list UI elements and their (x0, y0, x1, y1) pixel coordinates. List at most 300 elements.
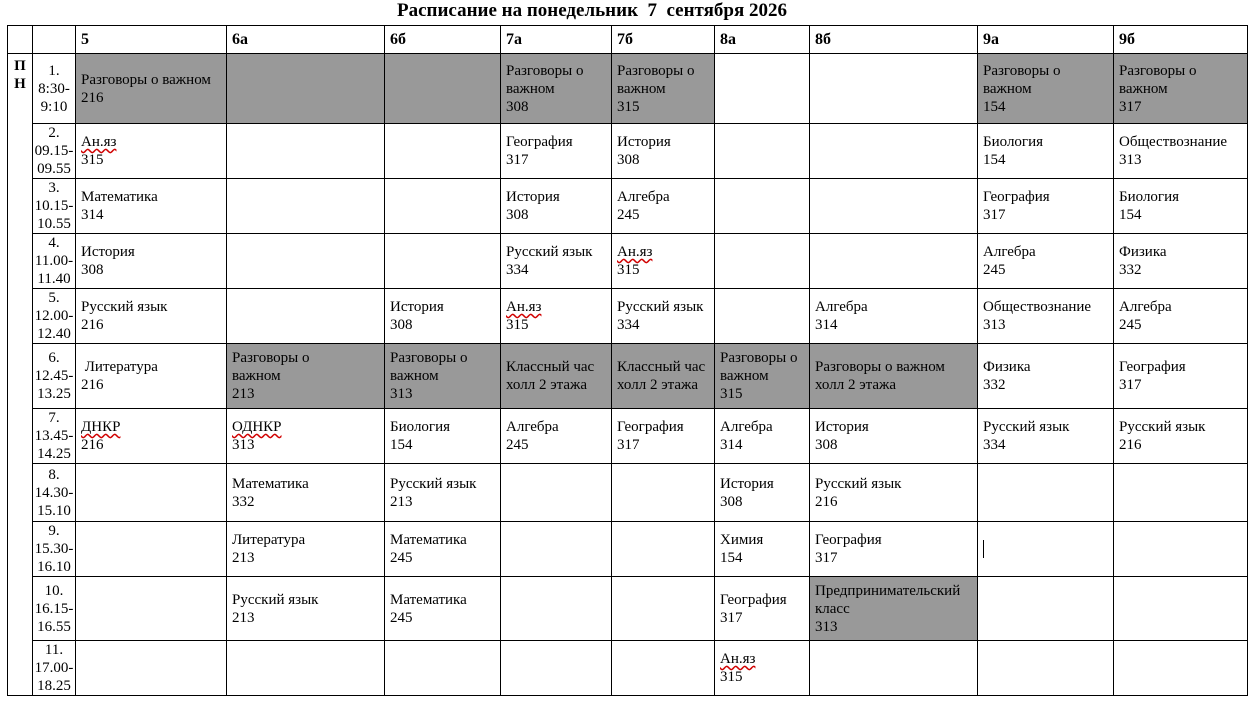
slot-time2: 16.10 (37, 559, 71, 575)
lesson-cell[interactable] (810, 577, 978, 641)
lesson-cell[interactable] (612, 577, 715, 641)
lesson-cell[interactable] (612, 234, 715, 289)
lesson-cell[interactable] (810, 641, 978, 696)
lesson-subject: История (506, 189, 560, 205)
lesson-subject: Русский язык (232, 591, 319, 608)
slot-time2: 14.25 (37, 446, 71, 462)
slot-time2: 12.40 (37, 326, 71, 342)
lesson-detail: 334 (506, 262, 529, 278)
lesson-detail: 245 (983, 262, 1006, 278)
lesson-subject: Литература (232, 532, 306, 548)
lesson-detail: 315 (506, 317, 529, 333)
class-header: 6б (385, 26, 501, 54)
lesson-detail: важном (983, 80, 1032, 97)
lesson-row (8, 522, 1248, 577)
lesson-cell[interactable] (76, 577, 227, 641)
lesson-cell[interactable] (385, 409, 501, 464)
slot-time1: 09.15- (34, 143, 74, 159)
time-slot-cell (33, 464, 76, 522)
lesson-detail: холл 2 этажа (506, 377, 588, 393)
class-header: 7б (612, 26, 715, 54)
slot-time1: 14.30- (34, 484, 74, 501)
lesson-detail: 308 (81, 262, 104, 278)
lesson-subject: Физика (983, 359, 1031, 375)
lesson-detail: 313 (232, 437, 255, 453)
lesson-subject: География (720, 591, 787, 608)
lesson-cell[interactable] (501, 641, 612, 696)
slot-num: 11. (44, 642, 64, 658)
lesson-subject: Разговоры о (232, 350, 310, 366)
lesson-subject: Разговоры о (506, 62, 584, 79)
lesson-detail: класс (815, 600, 850, 617)
lesson-detail: важном (720, 368, 769, 384)
lesson-subject: Алгебра (983, 244, 1036, 260)
lesson-subject: История (617, 134, 671, 150)
lesson-subject: Биология (983, 134, 1044, 150)
lesson-cell[interactable] (227, 289, 385, 344)
lesson-detail: 154 (390, 437, 413, 453)
lesson-detail: 315 (720, 386, 743, 402)
day-header-cell (8, 26, 33, 54)
slot-num: 6. (48, 350, 60, 366)
lesson-subject: Алгебра (617, 189, 670, 205)
lesson-subject: Алгебра (815, 299, 868, 315)
lesson-cell[interactable] (1114, 344, 1248, 409)
schedule-table (7, 25, 1248, 696)
lesson-detail: 216 (81, 89, 104, 106)
lesson-cell[interactable] (978, 289, 1114, 344)
lesson-subject: Русский язык (983, 419, 1070, 435)
lesson-cell[interactable] (810, 522, 978, 577)
lesson-cell[interactable] (385, 289, 501, 344)
lesson-cell[interactable] (501, 289, 612, 344)
lesson-detail: 334 (617, 317, 640, 333)
lesson-detail: важном (506, 80, 555, 97)
slot-time1: 12.00- (34, 308, 74, 324)
lesson-cell[interactable] (227, 641, 385, 696)
lesson-detail: 313 (815, 618, 838, 635)
lesson-subject: Физика (1119, 244, 1167, 260)
lesson-row (8, 344, 1248, 409)
time-slot-cell (33, 409, 76, 464)
lesson-cell[interactable] (715, 522, 810, 577)
lesson-detail: 317 (506, 152, 529, 168)
class-header: 8а (715, 26, 810, 54)
lesson-detail: 314 (720, 437, 743, 453)
lesson-detail: 308 (720, 493, 743, 510)
time-slot-cell (33, 124, 76, 179)
lesson-subject: Обществознание (1119, 134, 1228, 150)
lesson-cell[interactable] (501, 522, 612, 577)
lesson-detail: 213 (232, 609, 255, 626)
lesson-cell[interactable] (227, 234, 385, 289)
slot-time1: 16.15- (34, 600, 74, 617)
lesson-cell[interactable] (501, 464, 612, 522)
slot-time1: 17.00- (34, 660, 74, 676)
lesson-subject: История (720, 475, 774, 492)
lesson-detail: важном (390, 368, 439, 384)
lesson-cell[interactable] (612, 179, 715, 234)
day-cell (8, 409, 33, 464)
lesson-row (8, 234, 1248, 289)
lesson-detail: 317 (815, 550, 838, 566)
lesson-row (8, 289, 1248, 344)
class-header: 6а (227, 26, 385, 54)
lesson-cell[interactable] (978, 464, 1114, 522)
lesson-subject: Русский язык (81, 299, 168, 315)
lesson-subject: Ан.яз (720, 651, 756, 667)
lesson-subject: Ан.яз (81, 134, 117, 150)
lesson-cell[interactable] (227, 577, 385, 641)
lesson-cell[interactable] (385, 234, 501, 289)
lesson-cell[interactable] (715, 464, 810, 522)
time-slot-cell (33, 577, 76, 641)
lesson-cell[interactable] (76, 522, 227, 577)
lesson-cell[interactable] (978, 344, 1114, 409)
lesson-cell[interactable] (76, 344, 227, 409)
lesson-subject: Русский язык (815, 475, 902, 492)
lesson-detail: 154 (720, 550, 743, 566)
lesson-detail: 213 (232, 386, 255, 402)
lesson-cell[interactable] (227, 409, 385, 464)
lesson-subject: Разговоры о (617, 62, 695, 79)
lesson-cell[interactable] (1114, 124, 1248, 179)
lesson-detail: 245 (617, 207, 640, 223)
slot-num: 7. (48, 410, 60, 426)
day-cell (8, 179, 33, 234)
slot-num: 10. (44, 582, 64, 599)
lesson-subject: ДНКР (81, 419, 121, 435)
lesson-subject: Разговоры о важном (81, 71, 211, 88)
lesson-cell[interactable] (715, 409, 810, 464)
lesson-subject: Классный час (506, 359, 595, 375)
class-header: 9б (1114, 26, 1248, 54)
lesson-subject: Русский язык (1119, 419, 1206, 435)
slot-header-cell (33, 26, 76, 54)
lesson-detail: 245 (1119, 317, 1142, 333)
lesson-detail: 314 (81, 207, 104, 223)
lesson-cell[interactable] (978, 577, 1114, 641)
lesson-cell[interactable] (385, 577, 501, 641)
lesson-row (8, 577, 1248, 641)
lesson-cell[interactable] (612, 641, 715, 696)
lesson-detail: 245 (390, 550, 413, 566)
lesson-detail: 315 (720, 669, 743, 685)
lesson-detail: 216 (1119, 437, 1142, 453)
lesson-row (8, 409, 1248, 464)
class-header: 9а (978, 26, 1114, 54)
lesson-cell[interactable] (1114, 577, 1248, 641)
lesson-cell[interactable] (501, 234, 612, 289)
time-slot-cell (33, 641, 76, 696)
lesson-subject: ОДНКР (232, 419, 282, 435)
lesson-detail: 314 (815, 317, 838, 333)
lesson-cell[interactable] (612, 54, 715, 124)
time-slot-cell (33, 179, 76, 234)
lesson-cell[interactable] (978, 409, 1114, 464)
lesson-cell[interactable] (385, 54, 501, 124)
lesson-cell[interactable] (227, 54, 385, 124)
lesson-cell[interactable] (978, 234, 1114, 289)
text-cursor (983, 540, 984, 558)
day-letter: П (14, 58, 26, 74)
lesson-cell[interactable] (612, 464, 715, 522)
slot-num: 9. (48, 523, 60, 539)
lesson-cell[interactable] (715, 234, 810, 289)
lesson-detail: 308 (617, 152, 640, 168)
lesson-cell[interactable] (76, 464, 227, 522)
slot-time2: 13.25 (37, 386, 71, 402)
lesson-cell[interactable] (810, 344, 978, 409)
lesson-subject: Алгебра (506, 419, 559, 435)
lesson-detail: 245 (506, 437, 529, 453)
lesson-cell[interactable] (978, 54, 1114, 124)
slot-num: 2. (48, 125, 60, 141)
lesson-detail: холл 2 этажа (815, 377, 897, 393)
lesson-subject: История (815, 419, 869, 435)
slot-num: 8. (48, 466, 60, 483)
lesson-cell[interactable] (715, 124, 810, 179)
lesson-cell[interactable] (978, 641, 1114, 696)
lesson-cell[interactable] (810, 54, 978, 124)
lesson-cell[interactable] (810, 409, 978, 464)
lesson-detail: 216 (81, 317, 104, 333)
lesson-cell[interactable] (715, 344, 810, 409)
time-slot-cell (33, 234, 76, 289)
lesson-subject: Алгебра (1119, 299, 1172, 315)
lesson-subject: Разговоры о (983, 62, 1061, 79)
lesson-subject: Классный час (617, 359, 706, 375)
lesson-detail: 313 (983, 317, 1006, 333)
lesson-detail: 216 (815, 493, 838, 510)
lesson-cell[interactable] (1114, 179, 1248, 234)
lesson-detail: 317 (1119, 377, 1142, 393)
lesson-detail: 216 (81, 377, 104, 393)
lesson-cell[interactable] (810, 124, 978, 179)
lesson-detail: 313 (1119, 152, 1142, 168)
lesson-detail: 245 (390, 609, 413, 626)
lesson-detail: 315 (81, 152, 104, 168)
lesson-cell[interactable] (385, 641, 501, 696)
day-cell (8, 344, 33, 409)
day-letter: Н (14, 76, 26, 92)
lesson-detail: важном (232, 368, 281, 384)
lesson-cell[interactable] (227, 179, 385, 234)
lesson-detail: 317 (720, 609, 743, 626)
time-slot-cell (33, 522, 76, 577)
lesson-subject: Разговоры о важном (815, 359, 945, 375)
lesson-subject: Алгебра (720, 419, 773, 435)
lesson-subject: Разговоры о (1119, 62, 1197, 79)
lesson-detail: 317 (1119, 98, 1142, 115)
lesson-detail: 308 (390, 317, 413, 333)
lesson-cell[interactable] (810, 289, 978, 344)
lesson-detail: 334 (983, 437, 1006, 453)
lesson-subject: География (815, 532, 882, 548)
slot-time1: 15.30- (34, 541, 74, 557)
lesson-cell[interactable] (1114, 641, 1248, 696)
lesson-detail: 213 (232, 550, 255, 566)
lesson-subject: Предпринимательский (815, 582, 961, 599)
day-cell (8, 464, 33, 522)
lesson-detail: 332 (983, 377, 1006, 393)
lesson-row (8, 179, 1248, 234)
lesson-cell[interactable] (76, 234, 227, 289)
lesson-detail: 308 (815, 437, 838, 453)
lesson-subject: Ан.яз (617, 244, 653, 260)
lesson-cell[interactable] (612, 124, 715, 179)
lesson-cell[interactable] (501, 124, 612, 179)
slot-num: 3. (48, 180, 60, 196)
lesson-cell[interactable] (612, 344, 715, 409)
lesson-subject: География (1119, 359, 1186, 375)
lesson-subject: Математика (390, 532, 467, 548)
lesson-cell[interactable] (385, 344, 501, 409)
lesson-subject: Обществознание (983, 299, 1092, 315)
day-cell (8, 522, 33, 577)
lesson-cell[interactable] (612, 289, 715, 344)
lesson-cell[interactable] (810, 464, 978, 522)
slot-time1: 12.45- (34, 368, 74, 384)
lesson-detail: 317 (983, 207, 1006, 223)
lesson-cell[interactable] (76, 409, 227, 464)
slot-num: 5. (48, 290, 60, 306)
lesson-subject: Литература (81, 359, 158, 375)
lesson-subject: Математика (390, 591, 467, 608)
lesson-subject: История (390, 299, 444, 315)
lesson-detail: 213 (390, 493, 413, 510)
lesson-subject: География (617, 419, 684, 435)
lesson-cell[interactable] (1114, 522, 1248, 577)
lesson-detail: 332 (232, 493, 255, 510)
class-header: 8б (810, 26, 978, 54)
lesson-cell[interactable] (715, 289, 810, 344)
lesson-detail: 317 (617, 437, 640, 453)
lesson-subject: Русский язык (506, 244, 593, 260)
lesson-cell[interactable] (810, 234, 978, 289)
lesson-cell[interactable] (227, 124, 385, 179)
lesson-cell[interactable] (1114, 464, 1248, 522)
lesson-cell[interactable] (501, 409, 612, 464)
lesson-cell[interactable] (978, 522, 1114, 577)
lesson-subject: Биология (390, 419, 451, 435)
lesson-cell[interactable] (76, 124, 227, 179)
lesson-detail: холл 2 этажа (617, 377, 699, 393)
lesson-cell[interactable] (76, 641, 227, 696)
lesson-cell[interactable] (715, 577, 810, 641)
lesson-detail: 313 (390, 386, 413, 402)
day-cell (8, 289, 33, 344)
lesson-row (8, 124, 1248, 179)
lesson-detail: 154 (983, 98, 1006, 115)
lesson-detail: важном (617, 80, 666, 97)
lesson-subject: Разговоры о (390, 350, 468, 366)
lesson-cell[interactable] (501, 54, 612, 124)
lesson-cell[interactable] (385, 464, 501, 522)
lesson-cell[interactable] (227, 344, 385, 409)
lesson-cell[interactable] (501, 344, 612, 409)
lesson-subject: История (81, 244, 135, 260)
lesson-subject: Русский язык (390, 475, 477, 492)
lesson-cell[interactable] (501, 179, 612, 234)
lesson-cell[interactable] (612, 522, 715, 577)
lesson-subject: Биология (1119, 189, 1180, 205)
lesson-cell[interactable] (715, 641, 810, 696)
lesson-row (8, 54, 1248, 124)
slot-time1: 10.15- (34, 198, 74, 214)
slot-time1: 11.00- (34, 253, 74, 269)
lesson-cell[interactable] (76, 289, 227, 344)
slot-time2: 16.55 (37, 618, 71, 635)
slot-time2: 18.25 (37, 678, 71, 694)
lesson-detail: 216 (81, 437, 104, 453)
lesson-subject: Математика (81, 189, 158, 205)
lesson-detail: 308 (506, 98, 529, 115)
lesson-cell[interactable] (978, 124, 1114, 179)
day-cell (8, 234, 33, 289)
schedule-title: Расписание на понедельник 7 сентября 2026 (396, 0, 788, 21)
lesson-cell[interactable] (385, 124, 501, 179)
time-slot-cell (33, 289, 76, 344)
slot-time1: 13.45- (34, 428, 74, 444)
lesson-cell[interactable] (715, 179, 810, 234)
lesson-cell[interactable] (1114, 409, 1248, 464)
time-slot-cell (33, 344, 76, 409)
lesson-cell[interactable] (1114, 234, 1248, 289)
slot-time1: 8:30- (38, 80, 70, 97)
day-cell (8, 54, 33, 124)
lesson-row (8, 641, 1248, 696)
class-header: 5 (76, 26, 227, 54)
slot-time2: 10.55 (37, 216, 71, 232)
class-header: 7а (501, 26, 612, 54)
lesson-detail: 315 (617, 98, 640, 115)
lesson-cell[interactable] (385, 522, 501, 577)
lesson-cell[interactable] (76, 54, 227, 124)
lesson-cell[interactable] (385, 179, 501, 234)
slot-num: 4. (48, 235, 60, 251)
lesson-cell[interactable] (1114, 54, 1248, 124)
slot-time2: 11.40 (37, 271, 71, 287)
lesson-cell[interactable] (810, 179, 978, 234)
day-cell (8, 641, 33, 696)
slot-time2: 9:10 (40, 98, 68, 115)
lesson-detail: 154 (983, 152, 1006, 168)
lesson-cell[interactable] (227, 464, 385, 522)
lesson-subject: Ан.яз (506, 299, 542, 315)
lesson-detail: 154 (1119, 207, 1142, 223)
day-cell (8, 124, 33, 179)
lesson-cell[interactable] (76, 179, 227, 234)
lesson-cell[interactable] (501, 577, 612, 641)
lesson-subject: География (983, 189, 1050, 205)
lesson-cell[interactable] (227, 522, 385, 577)
lesson-cell[interactable] (1114, 289, 1248, 344)
lesson-cell[interactable] (978, 179, 1114, 234)
class-header-row (8, 26, 1248, 54)
lesson-subject: Математика (232, 475, 309, 492)
lesson-detail: важном (1119, 80, 1168, 97)
lesson-detail: 332 (1119, 262, 1142, 278)
slot-num: 1. (48, 62, 60, 79)
lesson-cell[interactable] (612, 409, 715, 464)
slot-time2: 09.55 (37, 161, 71, 177)
lesson-cell[interactable] (715, 54, 810, 124)
lesson-subject: Русский язык (617, 299, 704, 315)
day-cell (8, 577, 33, 641)
lesson-subject: Разговоры о (720, 350, 798, 366)
lesson-detail: 315 (617, 262, 640, 278)
